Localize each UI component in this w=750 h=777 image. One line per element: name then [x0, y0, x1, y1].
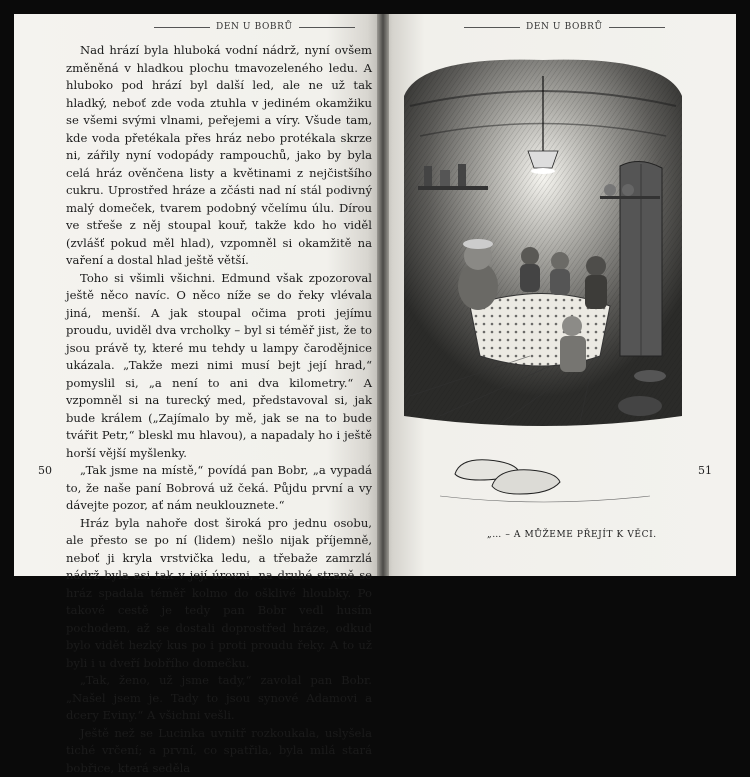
paragraph-4: Hráz byla nahoře dost široká pro jednu osobu, ale přesto se po ní (lidem) nešlo nijak příjemně, neboť ji kryla vrstvička ledu, a třebaže zamrzlá nádrž byla asi tak v její úrovni, na druhé straně se hráz spadala téměř kolmo do ošklivé hloubky. Po takové cestě je tedy pan Bobr vedl husím pochodem, až se dostali doprostřed hráze, odkud bylo vidět hezký kus po i proti proudu řeky. A to už byli i u dveří bobřího domečku.	[66, 515, 372, 673]
left-running-head-text: DEN U BOBRŮ	[216, 22, 293, 32]
interior-scene	[404, 60, 682, 426]
right-running-head-text: DEN U BOBRŮ	[526, 22, 603, 32]
illustration-caption: „… – A MŮŽEME PŘEJÍT K VĚCI.	[487, 530, 657, 540]
paragraph-5: „Tak, ženo, už jsme tady,“ zavolal pan Bobr. „Našel jsem je. Tady to jsou synové Adamovi a dcery Eviny.“ A všichni vešli.	[66, 672, 372, 725]
paragraph-2: Toho si všimli všichni. Edmund však zpozoroval ještě něco navíc. O něco níže se do řeky vlévala jiná, menší. A jak stoupal očima proti jejímu proudu, uviděl dva vrcholky – byl si téměř jist, že to jsou právě ty, které mu tehdy u lampy čarodějnice ukázala. „Takže mezi nimi musí bejt její hrad,“ pomyslil si, „a není to ani dva kilometry.“ A vzpomněl si na turecký med, představoval si, jak bude králem („Zajímalo by mě, jak se na to bude tvářit Petr,“ bleskl mu hlavou), a napadaly ho i ještě horší vější myšlenky.	[66, 270, 372, 463]
left-head-rule-right	[299, 27, 355, 28]
left-running-head	[154, 22, 355, 32]
left-head-rule-left	[154, 27, 210, 28]
right-head-rule-right	[609, 27, 665, 28]
book-gutter	[377, 14, 389, 576]
right-page	[382, 14, 736, 576]
left-body-text	[66, 42, 372, 777]
right-running-head	[464, 22, 665, 32]
left-page-number: 50	[38, 464, 52, 477]
paragraph-6: Ještě než se Lucinka uvnitř rozkoukala, uslyšela tiché vrčení; a první, co spatřila, byla milá stará bobřice, která seděla	[66, 725, 372, 777]
open-book	[14, 14, 736, 576]
right-page-number: 51	[698, 464, 712, 477]
paragraph-1: Nad hrází byla hluboká vodní nádrž, nyní ovšem změněná v hladkou plochu tmavozeleného ledu. A hluboko pod hrází byl další led, ale ne už tak hladký, neboť zde voda ztuhla v jediném okamžiku se všemi svými vlnami, peřejemi a víry. Všude tam, kde voda přetékala přes hráz nebo protékala skrze ni, zářily nyní vodopády rampouchů, jako by byla celá hráz ověnčena listy a květinami z nejčistšího cukru. Uprostřed hráze a zčásti nad ní stál podivný malý domeček, tvarem podobný včelímu úlu. Dírou ve střeše z něj stoupal kouř, takže kdo ho viděl (zvlášť pokud měl hlad), vzpomněl si okamžitě na vaření a dostal hlad ještě větší.	[66, 42, 372, 270]
beaver-house-illustration	[400, 56, 686, 526]
right-head-rule-left	[464, 27, 520, 28]
paragraph-3: „Tak jsme na místě,“ povídá pan Bobr, „a vypadá to, že naše paní Bobrová už čeká. Půjdu první a vy dávejte pozor, ať nám neuklouznete.“	[66, 462, 372, 515]
clogs-drawing	[440, 460, 650, 502]
left-page	[14, 14, 382, 576]
